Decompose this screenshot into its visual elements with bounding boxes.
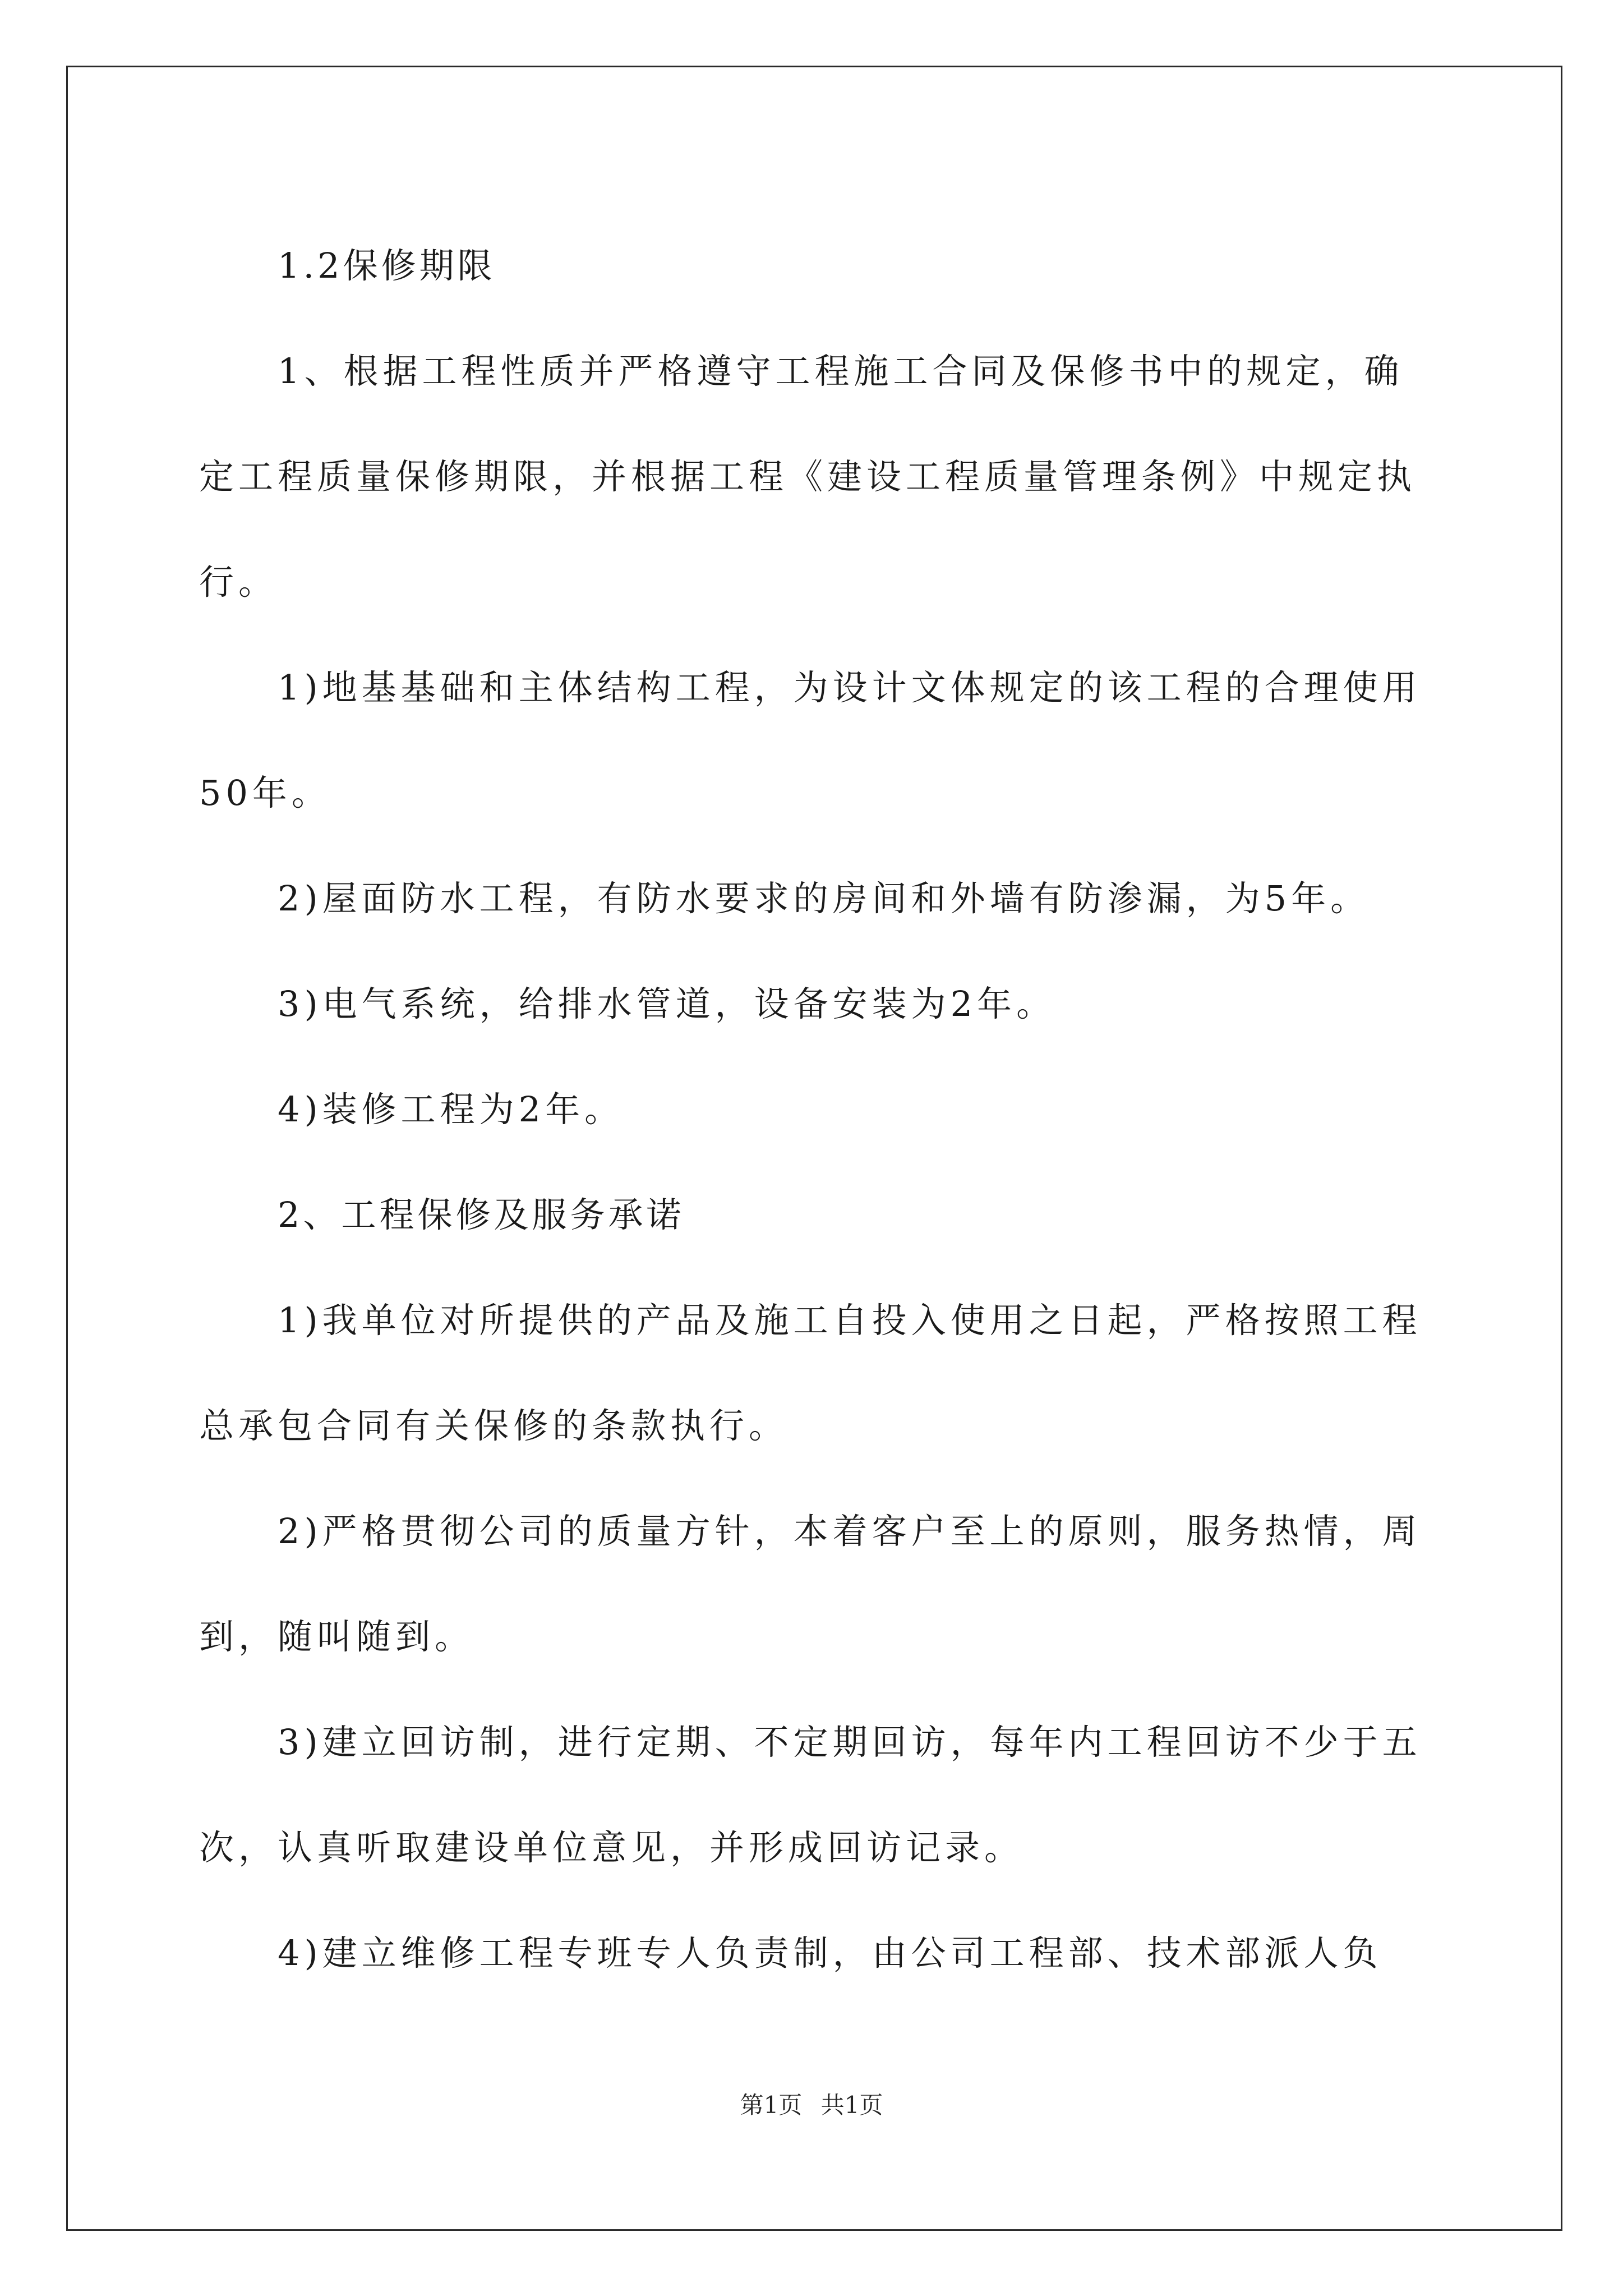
list-item-commitment-3: 3)建立回访制，进行定期、不定期回访，每年内工程回访不少于五次，认真听取建设单位意见，并形成回访记录。	[199, 1722, 1422, 1868]
list-item-commitment-4: 4)建立维修工程专班专人负责制，由公司工程部、技术部派人负	[278, 1932, 1382, 1973]
section-heading-warranty-period: 1.2保修期限	[278, 245, 496, 286]
document-body	[199, 213, 1430, 2006]
list-item-electrical: 3)电气系统，给排水管道，设备安装为2年。	[278, 983, 1056, 1024]
list-item-commitment-2: 2)严格贯彻公司的质量方针，本着客户至上的原则，服务热情，周到，随叫随到。	[199, 1511, 1422, 1657]
list-item-roof-waterproofing: 2)屋面防水工程，有防水要求的房间和外墙有防渗漏，为5年。	[278, 878, 1370, 919]
page-total: 共1页	[820, 2091, 883, 2119]
list-item-commitment-1: 1)我单位对所提供的产品及施工自投入使用之日起，严格按照工程总承包合同有关保修的条款执行。	[199, 1300, 1422, 1446]
paragraph-warranty-basis: 1、根据工程性质并严格遵守工程施工合同及保修书中的规定，确定工程质量保修期限，并根据工程《建设工程质量管理条例》中规定执行。	[199, 351, 1417, 602]
list-item-foundation: 1)地基基础和主体结构工程，为设计文体规定的该工程的合理使用50年。	[199, 667, 1422, 813]
page-number: 第1页	[740, 2091, 803, 2119]
section-heading-service-commitment: 2、工程保修及服务承诺	[278, 1194, 685, 1235]
list-item-decoration: 4)装修工程为2年。	[278, 1089, 624, 1130]
page-footer	[0, 2087, 1623, 2120]
